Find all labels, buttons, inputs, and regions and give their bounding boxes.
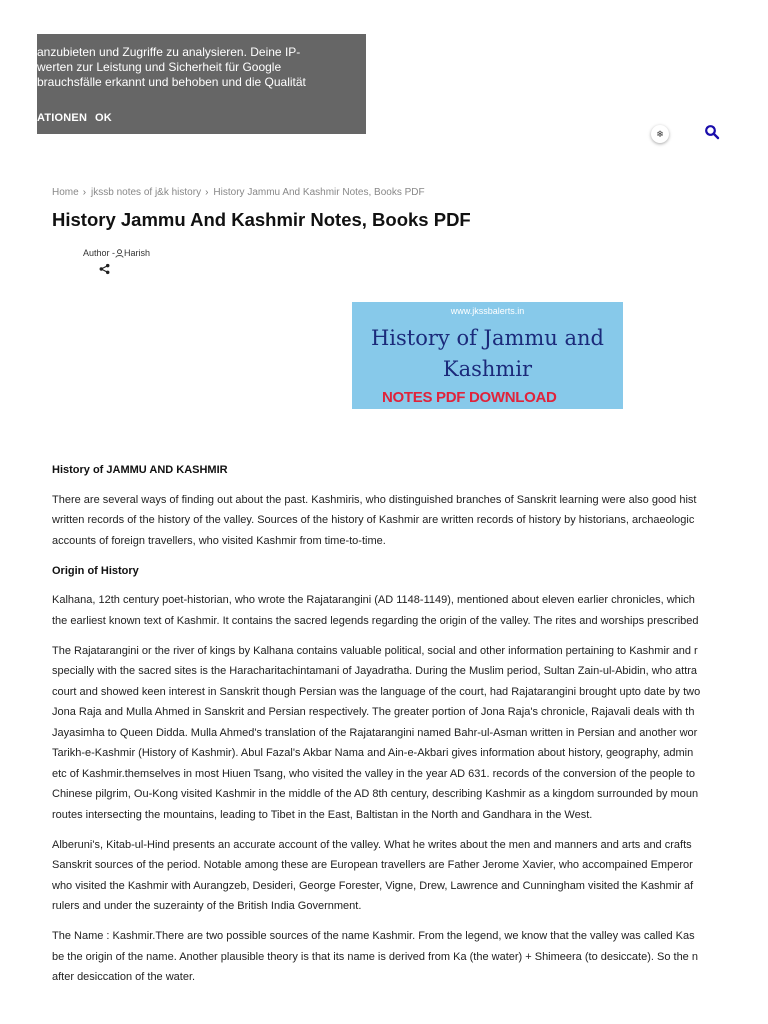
page-title: History Jammu And Kashmir Notes, Books PDF — [52, 209, 471, 230]
cookie-more-info-button[interactable]: ATIONEN — [37, 112, 88, 124]
share-icon[interactable] — [99, 263, 110, 275]
search-icon[interactable] — [704, 124, 720, 140]
featured-image — [352, 302, 623, 409]
article-body — [52, 460, 730, 997]
paragraph-line: routes intersecting the mountains, leading to Tibet in the East, Baltistan in the North and Gandhara in the West. — [52, 808, 593, 821]
author-name-link[interactable]: Harish — [124, 248, 151, 258]
paragraph-line: The Name : Kashmir.There are two possible sources of the name Kashmir. From the legend, we know that the valley was called Kas — [52, 930, 695, 942]
paragraph-line: who visited the Kashmir with Aurangzeb, Desideri, George Forester, Vigne, Drew, Lawrence and Cunningham visited the Kashmir af — [52, 879, 694, 892]
banner-url: www.jkssbalerts.in — [450, 306, 525, 316]
user-icon — [115, 249, 124, 258]
section-heading: History of JAMMU AND KASHMIR — [52, 464, 228, 476]
cookie-line: brauchsfälle erkannt und behoben und die Qualität — [37, 75, 306, 89]
theme-toggle-button[interactable] — [651, 125, 669, 143]
article-paragraph — [52, 835, 730, 917]
paragraph-line: Sanskrit sources of the period. Notable among these are European travellers are Father Jerome Xavier, who accompained Emperor — [52, 859, 693, 871]
paragraph-line: Jona Raja and Mulla Ahmed in Sanskrit and Persian respectively. The greater portion of Jona Raja's chronicle, Rajavali deals with th — [52, 706, 695, 718]
article-paragraph — [52, 590, 730, 631]
paragraph-line: The Rajatarangini or the river of kings by Kalhana contains valuable political, social and other information pertaining to Kashmir and r — [52, 644, 698, 657]
banner-title-line1: History of Jammu and — [370, 326, 604, 350]
cookie-consent-banner — [37, 34, 366, 134]
section-heading: Origin of History — [52, 564, 139, 577]
paragraph-line: the earliest known text of Kashmir. It contains the sacred legends regarding the origin of the valley. The rites and worships prescribed — [52, 614, 699, 627]
cookie-consent-text — [37, 45, 306, 90]
banner-title-line2: Kashmir — [442, 357, 533, 381]
paragraph-line: Alberuni's, Kitab-ul-Hind presents an accurate account of the valley. What he writes about the men and manners and arts and crafts — [52, 838, 692, 851]
breadcrumb-category-link[interactable]: jkssb notes of j&k history — [91, 187, 202, 198]
breadcrumb — [52, 187, 425, 198]
paragraph-line: after desiccation of the water. — [52, 971, 196, 983]
snowflake-icon: ❄ — [656, 129, 664, 139]
article-paragraph — [52, 641, 730, 826]
paragraph-line: Tarikh-e-Kashmir (History of Kashmir). Abul Fazal's Akbar Nama and Ain-e-Akbari gives information about history, geography, admin — [52, 747, 694, 759]
paragraph-line: be the origin of the name. Another plausible theory is that its name is derived from Ka (the water) + Shimeera (to desiccate). So the n — [52, 950, 698, 963]
breadcrumb-separator: › — [82, 187, 87, 198]
paragraph-line: Chinese pilgrim, Ou-Kong visited Kashmir in the middle of the AD 8th century, describing Kashmir as a kingdom surrounded by moun — [52, 788, 699, 800]
paragraph-line: rulers and under the suzerainty of the British India Government. — [52, 900, 362, 912]
article-paragraph — [52, 490, 730, 552]
paragraph-line: written records of the history of the valley. Sources of the history of Kashmir are written records of history by historians, archaeologic — [52, 514, 695, 526]
paragraph-line: specially with the sacred sites is the Haracharitachintamani of Jayadratha. During the Muslim period, Sultan Zain-ul-Abidin, who attra — [52, 665, 698, 677]
cookie-ok-button[interactable]: OK — [95, 112, 112, 124]
paragraph-line: Jayasimha to Queen Didda. Mulla Ahmed's translation of the Rajatarangini named Bahr-ul-Asman written in Persian and another wor — [52, 726, 698, 739]
paragraph-line: Kalhana, 12th century poet-historian, who wrote the Rajatarangini (AD 1148-1149), mentioned about eleven earlier chronicles, which — [52, 594, 695, 606]
breadcrumb-current: History Jammu And Kashmir Notes, Books PDF — [213, 187, 425, 198]
banner-subtitle: NOTES PDF DOWNLOAD — [382, 389, 557, 406]
author-prefix: Author - — [83, 248, 116, 258]
paragraph-line: court and showed keen interest in Sanskrit though Persian was the language of the court, had Rajatarangini brought upto date by two — [52, 685, 701, 698]
cookie-line: werten zur Leistung und Sicherheit für Google — [37, 60, 282, 74]
paragraph-line: accounts of foreign travellers, who visited Kashmir from time-to-time. — [52, 534, 386, 547]
cookie-line: anzubieten und Zugriffe zu analysieren. Deine IP- — [37, 45, 301, 59]
article-paragraph — [52, 926, 730, 988]
breadcrumb-home-link[interactable]: Home — [52, 187, 79, 198]
paragraph-line: etc of Kashmir.themselves in most Hiuen Tsang, who visited the valley in the year AD 631. records of the conversion of the people to — [52, 767, 696, 780]
breadcrumb-separator: › — [205, 187, 209, 198]
post-author — [83, 248, 150, 258]
paragraph-line: There are several ways of finding out about the past. Kashmiris, who distinguished branches of Sanskrit learning were also good hist — [52, 493, 697, 506]
